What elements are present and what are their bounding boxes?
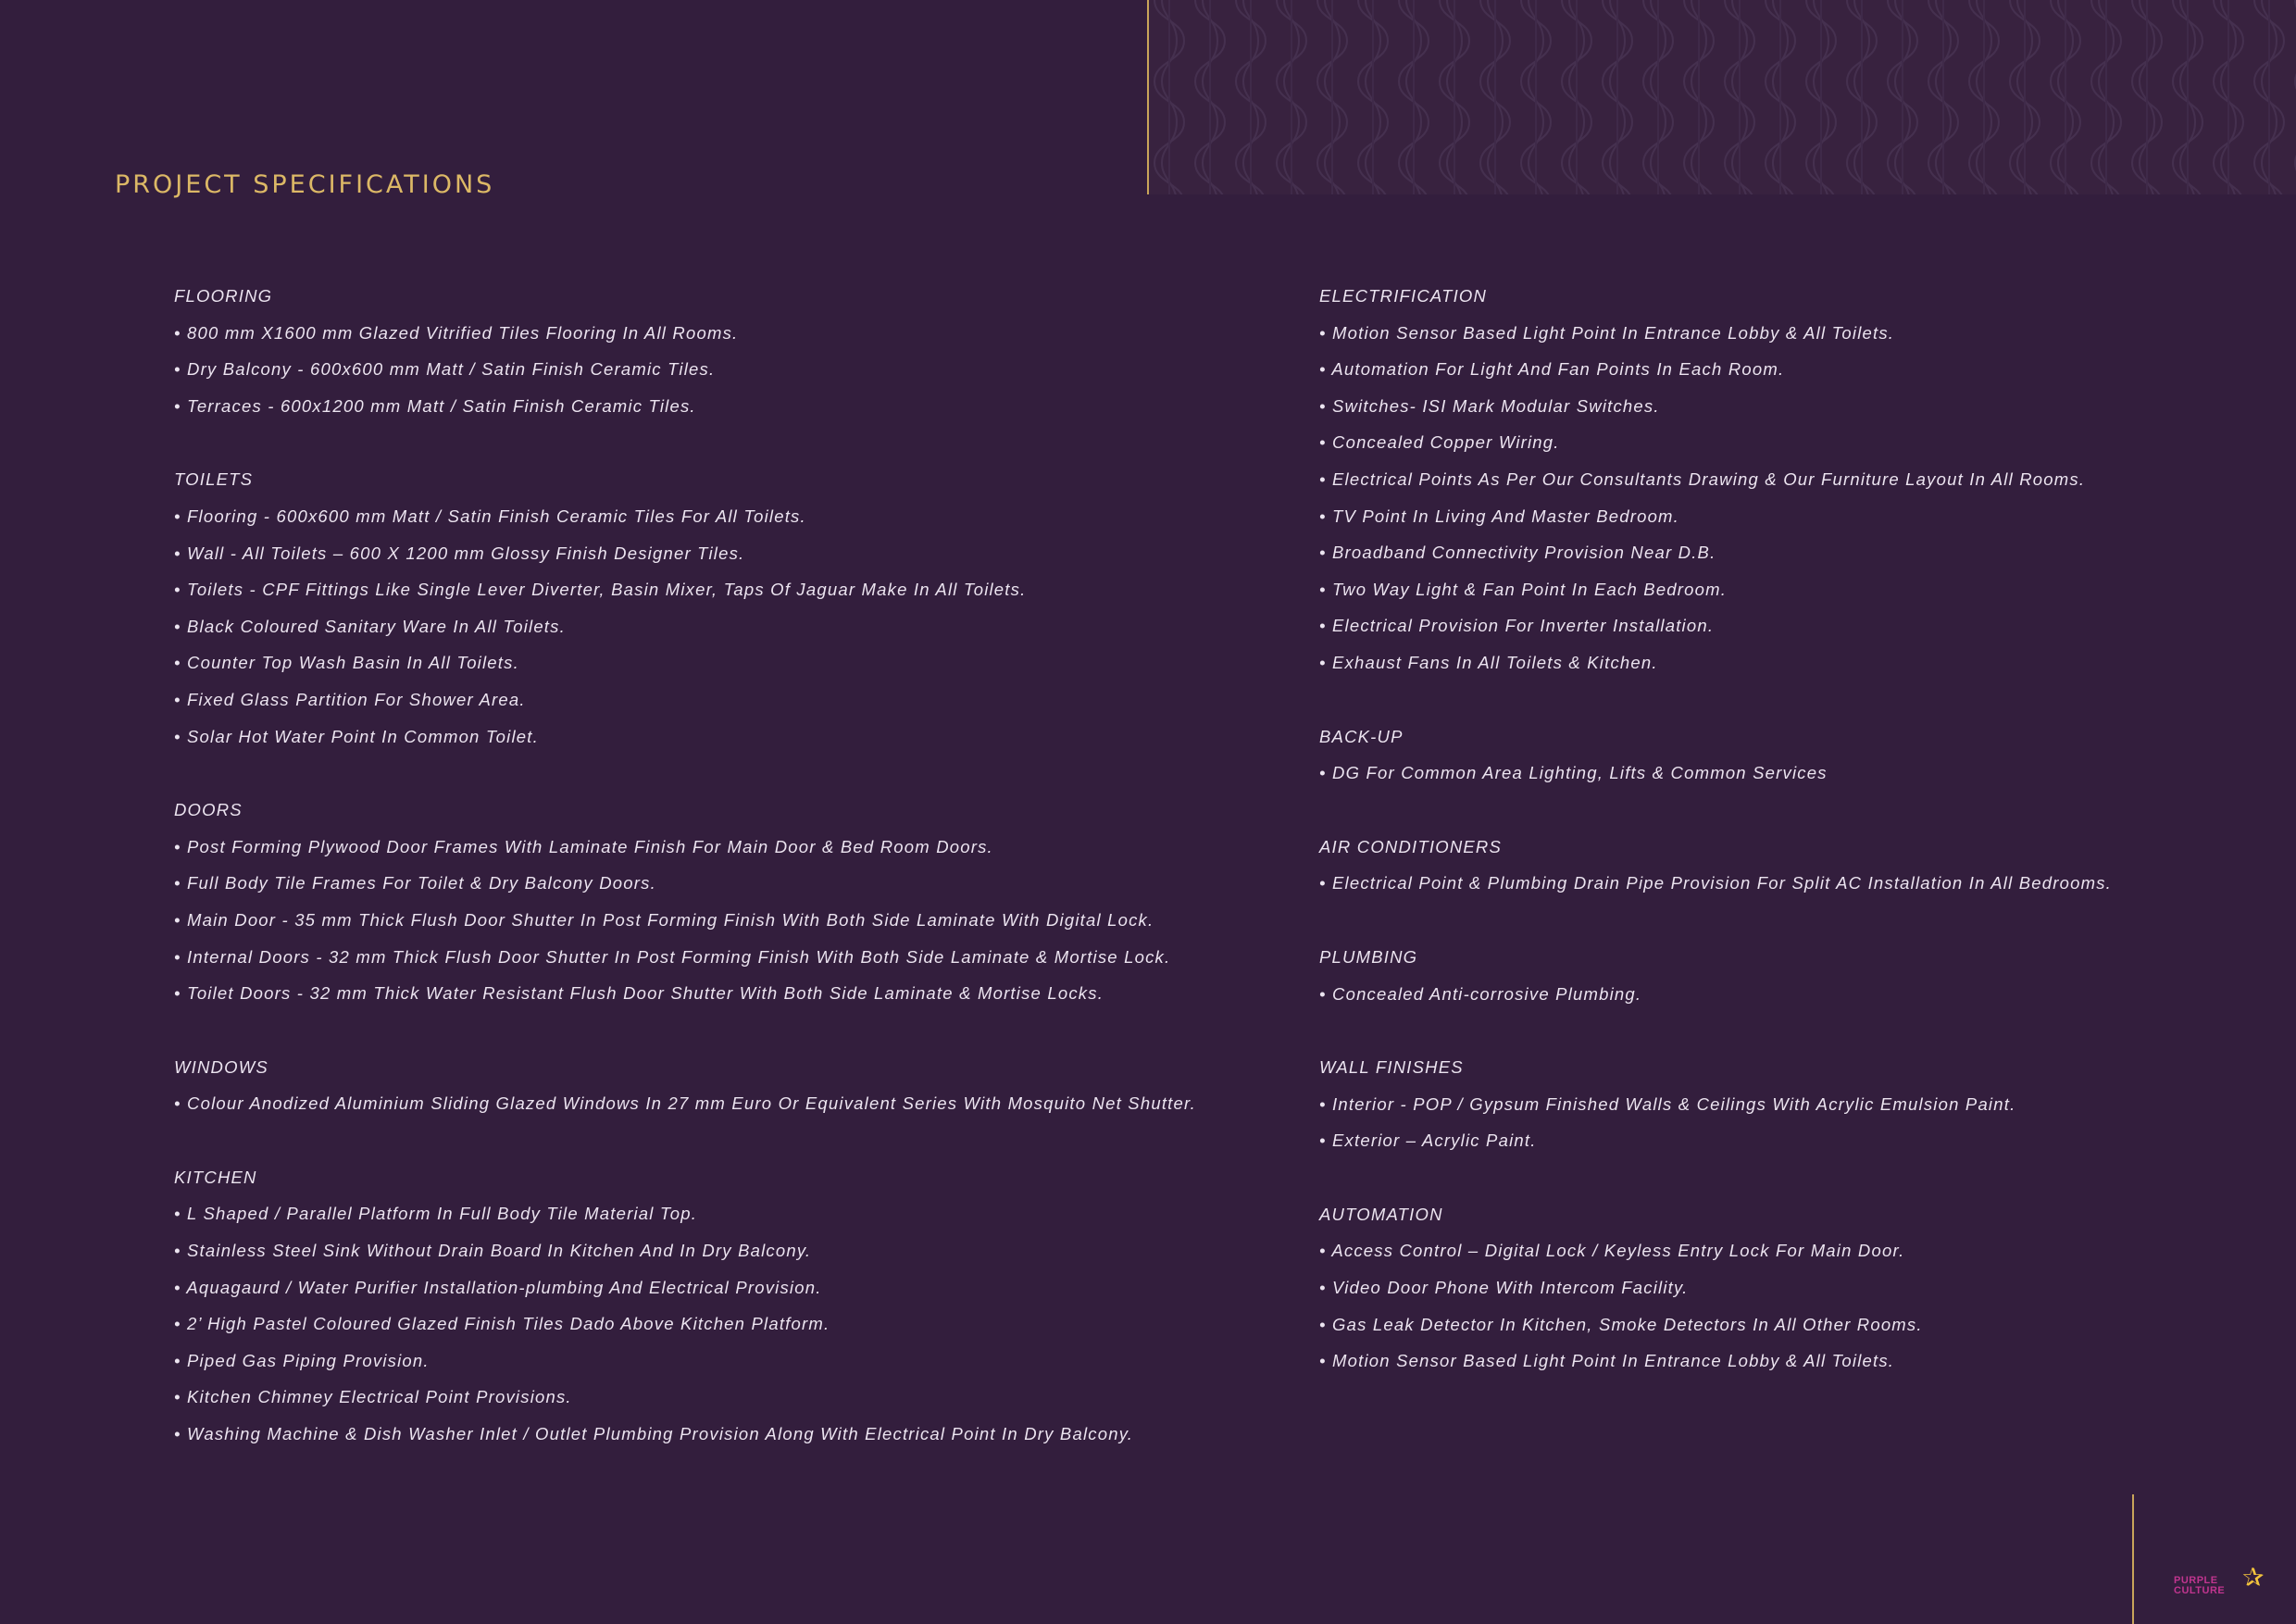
spec-section-back-up [1319, 718, 2296, 792]
specs-left-column [174, 278, 1229, 1490]
spec-item: • Concealed Anti-corrosive Plumbing. [1319, 983, 1642, 1004]
spec-item: • Exhaust Fans In All Toilets & Kitchen. [1319, 652, 1658, 672]
spec-item: • Gas Leak Detector In Kitchen, Smoke Detectors In All Other Rooms. [1319, 1314, 1923, 1334]
spec-list [174, 1195, 1229, 1452]
spec-item: • Broadband Connectivity Provision Near D.B. [1319, 543, 1716, 563]
spec-item: • Video Door Phone With Intercom Facility. [1319, 1278, 1689, 1298]
spec-list [174, 498, 1229, 755]
spec-item: • Post Forming Plywood Door Frames With Laminate Finish For Main Door & Bed Room Doors. [174, 836, 993, 856]
spec-item: • Motion Sensor Based Light Point In Entrance Lobby & All Toilets. [1319, 1351, 1895, 1371]
spec-section-wall-finishes [1319, 1049, 2296, 1159]
section-heading: WALL FINISHES [1319, 1057, 1464, 1078]
spec-item: • Interior - POP / Gypsum Finished Walls & Ceilings With Acrylic Emulsion Paint. [1319, 1093, 2016, 1114]
spec-item: • Aquagaurd / Water Purifier Installation-plumbing And Electrical Provision. [174, 1277, 822, 1297]
spec-item: • Terraces - 600x1200 mm Matt / Satin Finish Ceramic Tiles. [174, 395, 696, 416]
section-heading: ELECTRIFICATION [1319, 286, 1488, 306]
section-heading: TOILETS [174, 469, 254, 490]
spec-list [1319, 865, 2296, 902]
section-heading: BACK-UP [1319, 726, 1404, 746]
gold-divider-top [1147, 0, 1149, 194]
spec-item: • Electrical Point & Plumbing Drain Pipe Provision For Split AC Installation In All Bedrooms. [1319, 873, 2112, 893]
spec-item: • Kitchen Chimney Electrical Point Provisions. [174, 1387, 572, 1407]
section-heading: WINDOWS [174, 1056, 268, 1077]
spec-item: • Switches- ISI Mark Modular Switches. [1319, 395, 1660, 416]
spec-list [174, 829, 1229, 1012]
spec-item: • Flooring - 600x600 mm Matt / Satin Finish Ceramic Tiles For All Toilets. [174, 506, 806, 526]
spec-section-plumbing [1319, 939, 2296, 1012]
spec-item: • Dry Balcony - 600x600 mm Matt / Satin Finish Ceramic Tiles. [174, 359, 716, 380]
spec-list [1319, 976, 2296, 1013]
spec-item: • DG For Common Area Lighting, Lifts & Common Services [1319, 763, 1828, 783]
spec-item: • Two Way Light & Fan Point In Each Bedroom. [1319, 579, 1728, 599]
spec-list [1319, 315, 2296, 681]
spec-list [1319, 1086, 2296, 1159]
spec-item: • L Shaped / Parallel Platform In Full Body Tile Material Top. [174, 1204, 698, 1224]
spec-item: • Counter Top Wash Basin In All Toilets. [174, 653, 519, 673]
spec-item: • 2’ High Pastel Coloured Glazed Finish Tiles Dado Above Kitchen Platform. [174, 1314, 830, 1334]
spec-section-electrification [1319, 278, 2296, 681]
gold-divider-bottom [2132, 1494, 2134, 1624]
spec-item: • Washing Machine & Dish Washer Inlet / Outlet Plumbing Provision Along With Electrical Point In Dry Balcony. [174, 1424, 1134, 1444]
spec-item: • 800 mm X1600 mm Glazed Vitrified Tiles Flooring In All Rooms. [174, 322, 739, 343]
spec-item: • Colour Anodized Aluminium Sliding Glazed Windows In 27 mm Euro Or Equivalent Series With Mosquito Net Shutter. [174, 1093, 1196, 1114]
brand-logo [2174, 1563, 2266, 1600]
specs-right-column [1319, 278, 2296, 1417]
spec-section-windows [174, 1049, 1229, 1122]
spec-item: • Piped Gas Piping Provision. [174, 1350, 430, 1370]
section-heading: PLUMBING [1319, 946, 1418, 967]
spec-section-flooring [174, 278, 1229, 424]
decorative-wave-pattern [1149, 0, 2296, 194]
spec-item: • Electrical Provision For Inverter Installation. [1319, 616, 1715, 636]
spec-item: • Automation For Light And Fan Points In Each Room. [1319, 359, 1785, 380]
section-heading: KITCHEN [174, 1167, 257, 1187]
spec-item: • Electrical Points As Per Our Consultants Drawing & Our Furniture Layout In All Rooms. [1319, 468, 2086, 489]
spec-section-automation [1319, 1196, 2296, 1380]
spec-list [174, 1085, 1229, 1122]
spec-item: • Black Coloured Sanitary Ware In All Toilets. [174, 616, 566, 636]
spec-list [1319, 1232, 2296, 1379]
spec-item: • Toilet Doors - 32 mm Thick Water Resistant Flush Door Shutter With Both Side Laminate & Mortise Locks. [174, 983, 1104, 1004]
page-title: PROJECT SPECIFICATIONS [115, 170, 495, 199]
spec-item: • Toilets - CPF Fittings Like Single Lever Diverter, Basin Mixer, Taps Of Jaguar Make In All Toilets. [174, 580, 1027, 600]
spec-section-toilets [174, 461, 1229, 755]
spec-item: • Motion Sensor Based Light Point In Entrance Lobby & All Toilets. [1319, 322, 1895, 343]
spec-item: • Internal Doors - 32 mm Thick Flush Door Shutter In Post Forming Finish With Both Side Laminate & Mortise Lock. [174, 946, 1171, 967]
spec-item: • Concealed Copper Wiring. [1319, 432, 1560, 453]
section-heading: DOORS [174, 800, 243, 820]
section-heading: FLOORING [174, 286, 273, 306]
spec-item: • Access Control – Digital Lock / Keyless Entry Lock For Main Door. [1319, 1241, 1905, 1261]
spec-item: • Full Body Tile Frames For Toilet & Dry Balcony Doors. [174, 873, 656, 893]
spec-item: • Stainless Steel Sink Without Drain Board In Kitchen And In Dry Balcony. [174, 1241, 812, 1261]
spec-item: • Exterior – Acrylic Paint. [1319, 1131, 1537, 1151]
spec-section-doors [174, 792, 1229, 1012]
section-heading: AIR CONDITIONERS [1319, 836, 1503, 856]
spec-item: • Wall - All Toilets – 600 X 1200 mm Glossy Finish Designer Tiles. [174, 543, 745, 563]
spec-item: • Main Door - 35 mm Thick Flush Door Shutter In Post Forming Finish With Both Side Laminate With Digital Lock. [174, 909, 1154, 930]
logo-text: PURPLE CULTURE [2174, 1575, 2226, 1596]
spec-section-air-conditioners [1319, 829, 2296, 902]
section-heading: AUTOMATION [1319, 1204, 1443, 1224]
spec-item: • TV Point In Living And Master Bedroom. [1319, 506, 1680, 526]
spec-section-kitchen [174, 1159, 1229, 1453]
star-icon: ✰ [2242, 1563, 2265, 1592]
spec-item: • Fixed Glass Partition For Shower Area. [174, 689, 526, 709]
spec-list [1319, 755, 2296, 792]
spec-list [174, 315, 1229, 425]
spec-item: • Solar Hot Water Point In Common Toilet. [174, 726, 539, 746]
